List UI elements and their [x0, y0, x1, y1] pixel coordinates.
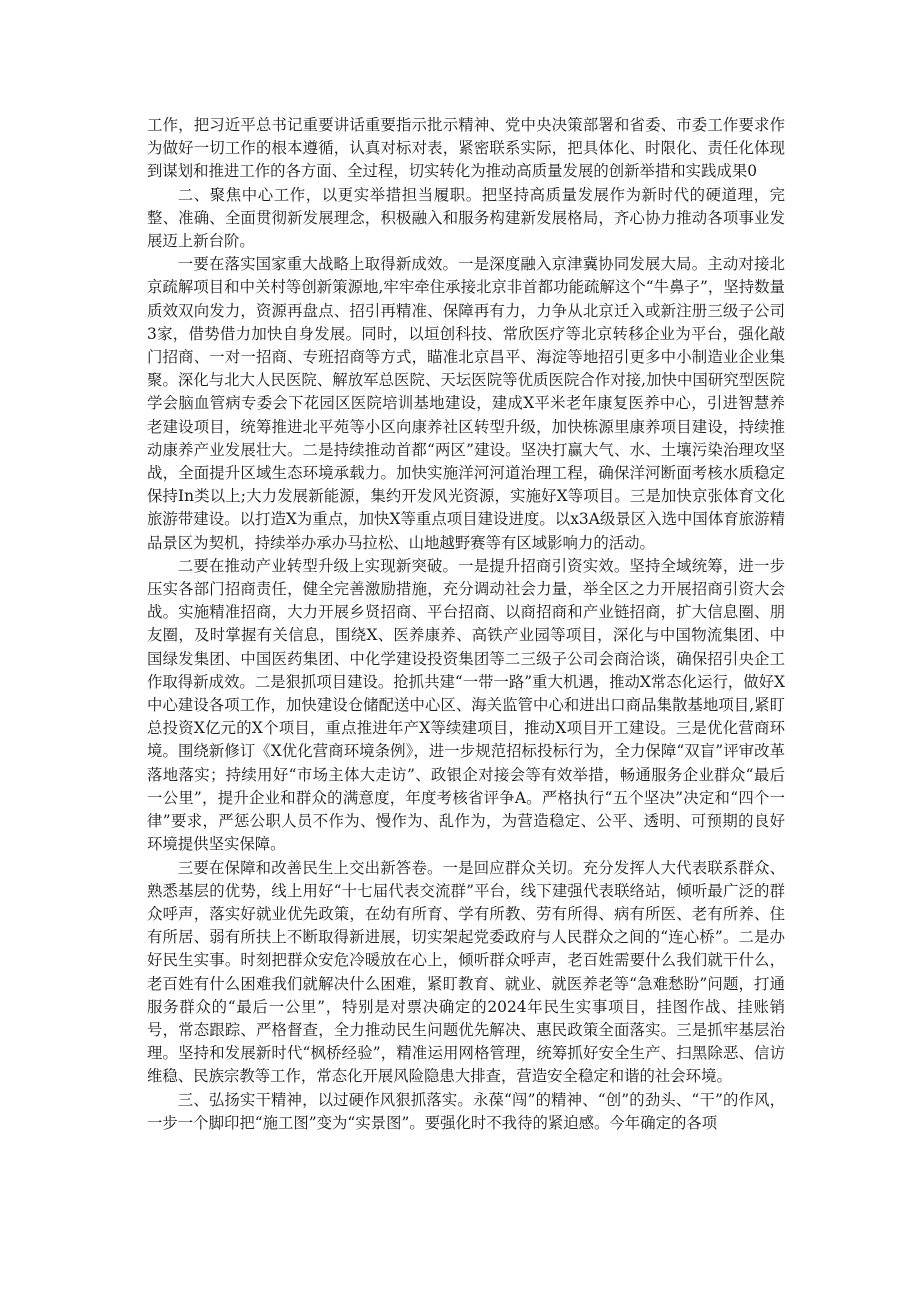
- document-body: [147, 114, 785, 1135]
- paragraph-continuation: 工作，把习近平总书记重要讲话重要指示批示精神、党中央决策部署和省委、市委工作要求作为做好一切工作的根本遵循，认真对标对表，紧密联系实际，把具体化、时限化、责任化体现到谋划和推进工作的各方面、全过程，切实转化为推动高质量发展的创新举措和实践成果0: [147, 116, 785, 181]
- paragraph-section-2-heading: 二、聚焦中心工作，以更实举措担当履职。把坚持高质量发展作为新时代的硬道理，完整、准确、全面贯彻新发展理念，积极融入和服务构建新发展格局，齐心协力推动各项事业发展迈上新台阶。: [147, 185, 785, 251]
- paragraph-industry: 二要在推动产业转型升级上实现新突破。一是提升招商引资实效。坚持全域统筹，进一步压实各部门招商责任，健全完善激励措施，充分调动社会力量，举全区之力开展招商引资大会战。实施精准招商，大力开展乡贤招商、平台招商、以商招商和产业链招商，扩大信息圈、朋友圈，及时掌握有关信息，围绕X、医养康养、高铁产业园等项目，深化与中国物流集团、中国绿发集团、中国医药集团、中化学建设投资集团等二三级子公司会商洽谈，确保招引央企工作取得新成效。二是狠抓项目建设。抢抓共建“一带一路”重大机遇，推动X常态化运行，做好X中心建设各项工作，加快建设仓储配送中心区、海关监管中心和进出口商品集散基地项目,紧盯总投资X亿元的X个项目，重点推进年产X等续建项目，推动X项目开工建设。三是优化营商环境。围绕新修订《X优化营商环境条例》，进一步规范招标投标行为，全力保障“双盲”评审改革落地落实；持续用好“市场主体大走访”、政银企对接会等有效举措，畅通服务企业群众“最后一公里”，提升企业和群众的满意度，年度考核省评争A。严格执行“五个坚决”决定和“四个一律”要求，严惩公职人员不作为、慢作为、乱作为，为营造稳定、公平、透明、可预期的良好环境提供坚实保障。: [147, 556, 785, 854]
- paragraph-section-3-heading: 三、弘扬实干精神，以过硬作风狠抓落实。永葆“闯”的精神、“创”的劲头、“干”的作风，一步一个脚印把“施工图”变为“实景图”。要强化时不我待的紧迫感。今年确定的各项: [147, 1090, 785, 1132]
- paragraph-strategy: 一要在落实国家重大战略上取得新成效。一是深度融入京津冀协同发展大局。主动对接北京疏解项目和中关村等创新策源地,牢牢牵住承接北京非首都功能疏解这个“牛鼻子”，坚持数量质效双向发力，资源再盘点、招引再精准、保障再有力，力争从北京迁入或新注册三级子公司3家，借势借力加快自身发展。同时，以垣创科技、常欣医疗等北京转移企业为平台，强化敲门招商、一对一招商、专班招商等方式，瞄准北京昌平、海淀等地招引更多中小制造业企业集聚。深化与北大人民医院、解放军总医院、天坛医院等优质医院合作对接,加快中国研究型医院学会脑血管病专委会下花园区医院培训基地建设，建成X平米老年康复医养中心，引进智慧养老建设项目，统筹推进北平苑等小区向康养社区转型升级，加快栋源里康养项目建设，持续推动康养产业发展壮大。二是持续推动首都“两区”建设。坚决打赢大气、水、土壤污染治理攻坚战，全面提升区域生态环境承载力。加快实施洋河河道治理工程，确保洋河断面考核水质稳定保持In类以上;大力发展新能源，集约开发风光资源，实施好X等项目。三是加快京张体育文化旅游带建设。以打造X为重点，加快X等重点项目建设进度。以x3A级景区入选中国体育旅游精品景区为契机，持续举办承办马拉松、山地越野赛等有区域影响力的活动。: [147, 255, 785, 552]
- paragraph-livelihood: 三要在保障和改善民生上交出新答卷。一是回应群众关切。充分发挥人大代表联系群众、熟悉基层的优势，线上用好“十七届代表交流群”平台，线下建强代表联络站，倾听最广泛的群众呼声，落实好就业优先政策，在幼有所育、学有所教、劳有所得、病有所医、老有所养、住有所居、弱有所扶上不断取得新进展，切实架起党委政府与人民群众之间的“连心桥”。二是办好民生实事。时刻把群众安危冷暖放在心上，倾听群众呼声，老百姓需要什么我们就干什么，老百姓有什么困难我们就解决什么困难，紧盯教育、就业、就医养老等“急难愁盼”问题，打通服务群众的“最后一公里”，特别是对票决确定的2024年民生实事项目，挂图作战、挂账销号，常态跟踪、严格督查，全力推动民生问题优先解决、惠民政策全面落实。三是抓牢基层治理。坚持和发展新时代“枫桥经验”，精准运用网格管理，统筹抓好安全生产、扫黑除恶、信访维稳、民族宗教等工作，常态化开展风险隐患大排查，营造安全稳定和谐的社会环境。: [147, 858, 785, 1086]
